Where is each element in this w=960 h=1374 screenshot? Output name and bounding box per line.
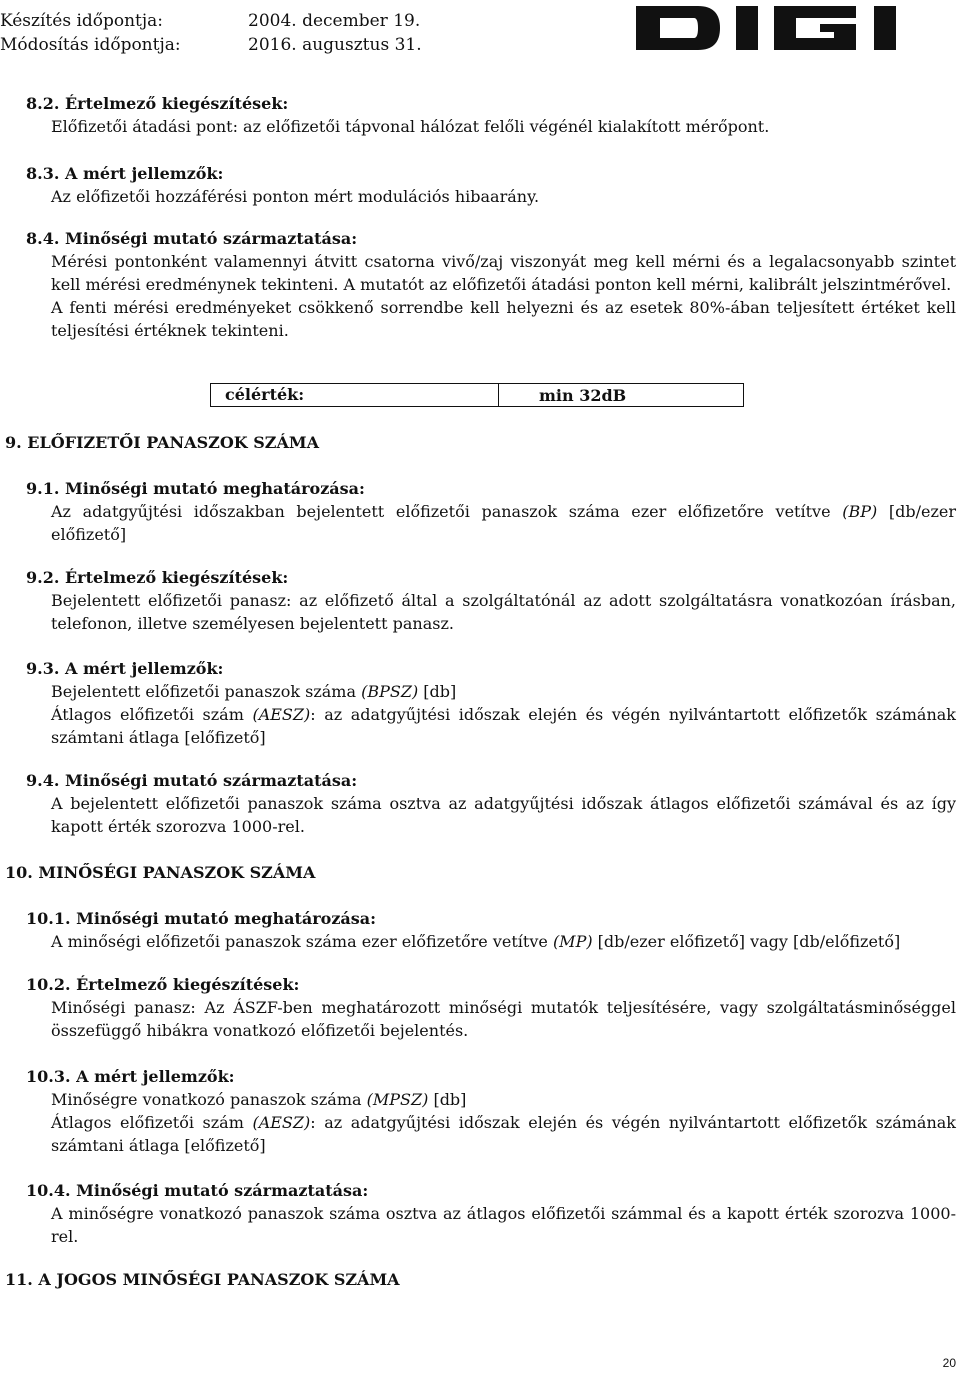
section-9-heading: 9. ELŐFIZETŐI PANASZOK SZÁMA <box>5 433 320 452</box>
section-10-1-body: A minőségi előfizetői panaszok száma ezer előfizetőre vetítve (MP) [db/ezer előfizető] vagy [db/előfizető] <box>51 932 901 951</box>
section-9-3-title: 9.3. A mért jellemzők: <box>26 659 224 678</box>
page-number: 20 <box>942 1356 956 1370</box>
section-8-3 <box>26 162 956 208</box>
abbr-mpsz: (MPSZ) <box>366 1090 429 1109</box>
section-9-1-body: Az adatgyűjtési időszakban bejelentett előfizetői panaszok száma ezer előfizetőre vetítve (BP) [db/ezer előfizető] <box>51 502 957 544</box>
section-10-4 <box>26 1179 956 1248</box>
section-9-4-body: A bejelentett előfizetői panaszok száma osztva az adatgyűjtési időszak átlagos előfizetői számával és az így kapott érték szorozva 1000-rel. <box>51 794 956 836</box>
abbr-bpsz: (BPSZ) <box>361 682 419 701</box>
target-value-table <box>210 383 744 407</box>
section-9-3-line-1: Bejelentett előfizetői panaszok száma (BPSZ) [db] <box>51 682 457 701</box>
abbr-aesz-2: (AESZ) <box>252 1113 311 1132</box>
header-created-value: 2004. december 19. <box>248 11 421 31</box>
section-10-3-title: 10.3. A mért jellemzők: <box>26 1067 235 1086</box>
section-8-3-title: 8.3. A mért jellemzők: <box>26 164 224 183</box>
header-modified-value: 2016. augusztus 31. <box>248 35 422 55</box>
section-9-3 <box>26 657 956 749</box>
section-10-2-title: 10.2. Értelmező kiegészítések: <box>26 975 300 994</box>
section-9-3-line-2: Átlagos előfizetői szám (AESZ): az adatgyűjtési időszak elején és végén nyilvántartott előfizetők számának számtani átlaga [előfizető] <box>51 705 956 747</box>
section-9-2-body: Bejelentett előfizetői panasz: az előfizető által a szolgáltatónál az adott szolgáltatásra vonatkozóan írásban, telefonon, illetve személyesen bejelentett panasz. <box>51 591 956 633</box>
section-10-3-line-1: Minőségre vonatkozó panaszok száma (MPSZ) [db] <box>51 1090 467 1109</box>
section-10-1-title: 10.1. Minőségi mutató meghatározása: <box>26 909 377 928</box>
section-11-heading: 11. A JOGOS MINŐSÉGI PANASZOK SZÁMA <box>5 1270 400 1289</box>
digi-logo <box>636 2 945 54</box>
section-10-3-line-2: Átlagos előfizetői szám (AESZ): az adatgyűjtési időszak elején és végén nyilvántartott előfizetők számának számtani átlaga [előfizető] <box>51 1113 956 1155</box>
section-8-4-paragraph-2: A fenti mérési eredményeket csökkenő sorrendbe kell helyezni és az esetek 80%-ában teljesített értéket kell teljesítési értéknek tekinteni. <box>51 298 956 340</box>
target-label: célérték: <box>211 384 499 406</box>
section-10-2-body: Minőségi panasz: Az ÁSZF-ben meghatározott minőségi mutatók teljesítésére, vagy szolgáltatásminőséggel összefüggő hibákra vonatkozó előfizetői bejelentés. <box>51 998 956 1040</box>
target-value: min 32dB <box>539 386 627 405</box>
section-10-1 <box>26 907 956 953</box>
section-10-4-body: A minőségre vonatkozó panaszok száma osztva az átlagos előfizetői számmal és a kapott érték szorozva 1000-rel. <box>51 1204 956 1246</box>
section-8-2-title: 8.2. Értelmező kiegészítések: <box>26 94 289 113</box>
section-8-4-paragraph-1: Mérési pontonként valamennyi átvitt csatorna vivő/zaj viszonyát meg kell mérni és a legalacsonyabb szintet kell mérési eredménynek tekinteni. A mutatót az előfizetői átadási ponton kell mérni, kalibrált jelszintmérővel. <box>51 252 956 294</box>
section-9-1-title: 9.1. Minőségi mutató meghatározása: <box>26 479 365 498</box>
abbr-mp: (MP) <box>552 932 593 951</box>
section-8-4 <box>26 227 956 342</box>
header-modified-label: Módosítás időpontja: <box>0 35 181 55</box>
section-9-2-title: 9.2. Értelmező kiegészítések: <box>26 568 289 587</box>
section-9-4 <box>26 769 956 838</box>
section-9-1 <box>26 477 956 546</box>
section-10-2 <box>26 973 956 1042</box>
section-10-heading: 10. MINŐSÉGI PANASZOK SZÁMA <box>5 863 316 882</box>
section-10-3 <box>26 1065 956 1157</box>
section-9-4-title: 9.4. Minőségi mutató származtatása: <box>26 771 358 790</box>
section-8-2 <box>26 92 956 138</box>
section-8-2-body: Előfizetői átadási pont: az előfizetői tápvonal hálózat felőli végénél kialakított mérőpont. <box>51 117 770 136</box>
section-10-4-title: 10.4. Minőségi mutató származtatása: <box>26 1181 369 1200</box>
section-8-4-title: 8.4. Minőségi mutató származtatása: <box>26 229 358 248</box>
section-9-2 <box>26 566 956 635</box>
abbr-aesz: (AESZ) <box>252 705 311 724</box>
abbr-bp: (BP) <box>842 502 878 521</box>
section-8-3-body: Az előfizetői hozzáférési ponton mért modulációs hibaarány. <box>51 187 540 206</box>
header-created-label: Készítés időpontja: <box>0 11 164 31</box>
